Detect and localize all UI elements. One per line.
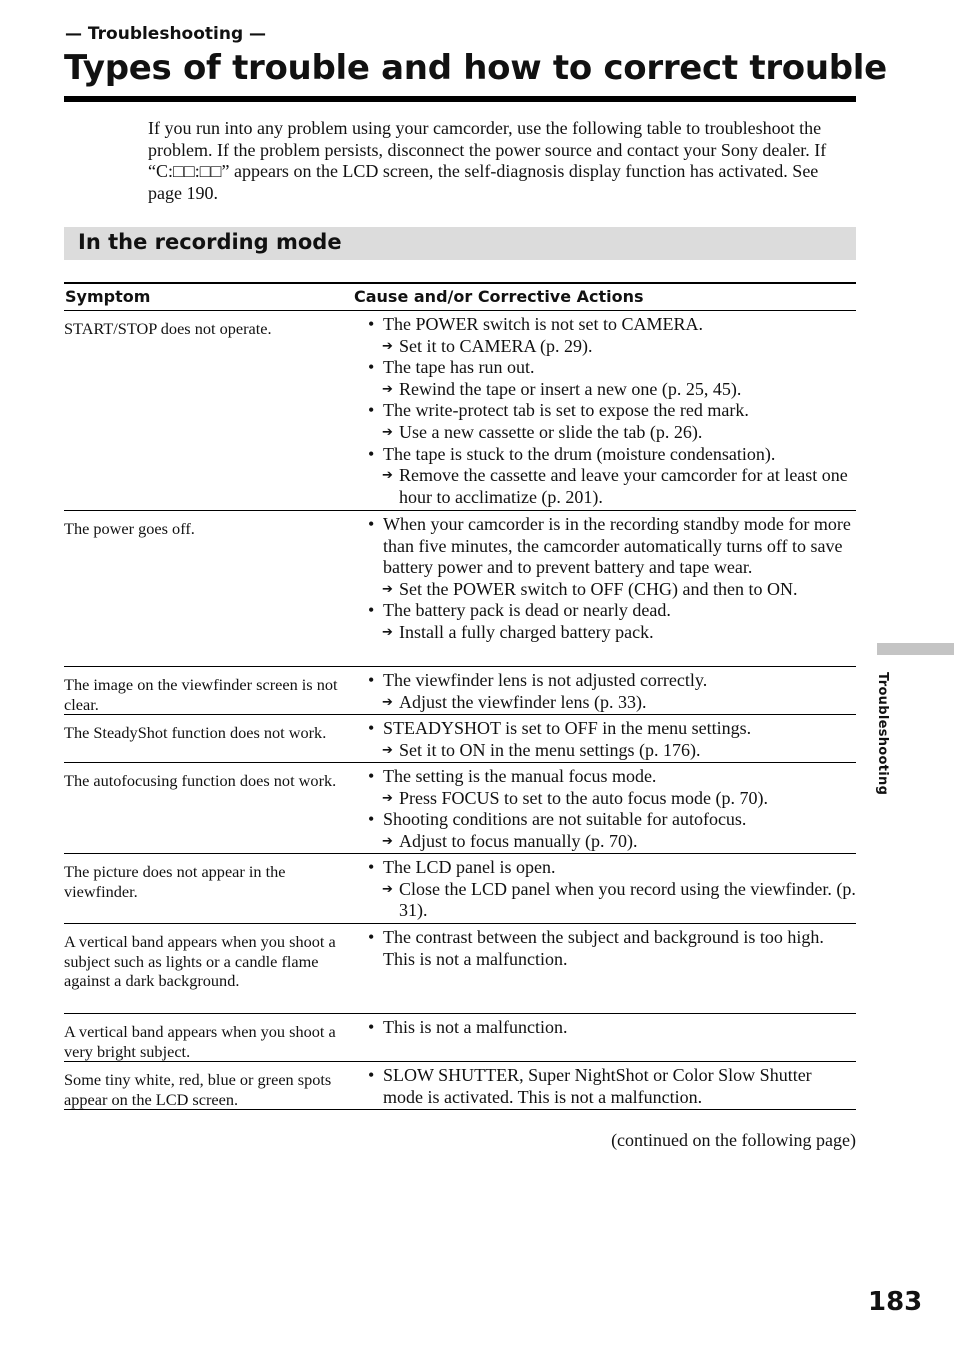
action-text: Use a new cassette or slide the tab (p. 26).	[399, 421, 703, 442]
cause-cell	[346, 924, 856, 1013]
cause-cell	[346, 763, 856, 853]
table-row	[64, 924, 856, 1014]
bullet-icon: •	[368, 514, 375, 534]
bullet-icon: •	[368, 809, 375, 830]
cause-column-header: Cause and/or Corrective Actions	[354, 287, 644, 306]
cause-text: The tape has run out.	[383, 357, 535, 378]
cause-text: The setting is the manual focus mode.	[383, 766, 657, 786]
cause-item	[346, 514, 856, 579]
arrow-icon: ➔	[382, 424, 393, 440]
symptom-cell: A vertical band appears when you shoot a very bright subject.	[64, 1022, 336, 1061]
cause-text: The contrast between the subject and background is too high. This is not a malfunction.	[383, 927, 824, 969]
cause-text: SLOW SHUTTER, Super NightShot or Color Slow Shutter mode is activated. This is not a malfunction.	[383, 1065, 812, 1107]
action-item	[346, 831, 856, 853]
cause-cell	[346, 854, 856, 923]
cause-text: The viewfinder lens is not adjusted correctly.	[383, 670, 708, 690]
action-text: Set it to CAMERA (p. 29).	[399, 335, 593, 356]
continued-note: (continued on the following page)	[611, 1130, 856, 1150]
arrow-icon: ➔	[382, 694, 393, 710]
cause-cell	[346, 1062, 856, 1109]
arrow-icon: ➔	[382, 742, 393, 758]
cause-text: When your camcorder is in the recording standby mode for more than five minutes, the camcorder automatically turns off to save battery power and to prevent battery and tape wear.	[383, 514, 851, 578]
table-row	[64, 1014, 856, 1062]
table-row	[64, 511, 856, 667]
cause-item	[346, 766, 856, 788]
cause-item	[346, 600, 856, 622]
bullet-icon: •	[368, 314, 375, 334]
bullet-icon: •	[368, 670, 375, 690]
action-text: Press FOCUS to set to the auto focus mode (p. 70).	[399, 787, 768, 808]
bullet-icon: •	[368, 600, 375, 621]
cause-text: Shooting conditions are not suitable for autofocus.	[383, 809, 747, 830]
action-item	[346, 788, 856, 810]
bullet-icon: •	[368, 1065, 375, 1085]
cause-cell	[346, 511, 856, 666]
action-text: Close the LCD panel when you record using the viewfinder. (p. 31).	[399, 878, 856, 921]
table-body	[64, 311, 856, 1110]
symptom-cell: The power goes off.	[64, 519, 195, 538]
bullet-icon: •	[368, 1017, 375, 1037]
arrow-icon: ➔	[382, 881, 393, 897]
cause-item	[346, 1065, 856, 1108]
bullet-icon: •	[368, 400, 375, 421]
action-text: Adjust the viewfinder lens (p. 33).	[399, 691, 647, 712]
arrow-icon: ➔	[382, 624, 393, 640]
bullet-icon: •	[368, 357, 375, 378]
symptom-cell: The SteadyShot function does not work.	[64, 723, 327, 742]
cause-item	[346, 1017, 856, 1039]
action-text: Rewind the tape or insert a new one (p. 25, 45).	[399, 378, 742, 399]
cause-text: This is not a malfunction.	[383, 1017, 568, 1037]
section-kicker: — Troubleshooting —	[65, 24, 267, 44]
arrow-icon: ➔	[382, 581, 393, 597]
mode-heading: In the recording mode	[78, 230, 342, 254]
cause-text: The LCD panel is open.	[383, 857, 556, 877]
intro-paragraph: If you run into any problem using your camcorder, use the following table to troubleshoot the problem. If the problem persists, disconnect the power source and contact your Sony dealer. If “C:□□:□□” appears on the LCD screen, the self-diagnosis display function has activated. See page 190.	[148, 118, 827, 203]
action-item	[346, 579, 856, 601]
bullet-icon: •	[368, 766, 375, 786]
bullet-icon: •	[368, 927, 375, 947]
action-text: Adjust to focus manually (p. 70).	[399, 830, 638, 851]
cause-item	[346, 670, 856, 692]
arrow-icon: ➔	[382, 381, 393, 397]
cause-cell	[346, 667, 856, 714]
arrow-icon: ➔	[382, 468, 393, 484]
action-item	[346, 465, 856, 508]
symptom-cell: Some tiny white, red, blue or green spots appear on the LCD screen.	[64, 1070, 332, 1109]
cause-text: STEADYSHOT is set to OFF in the menu settings.	[383, 718, 752, 738]
cause-text: The write-protect tab is set to expose the red mark.	[383, 400, 749, 421]
mode-heading-band	[64, 227, 856, 260]
action-item	[346, 692, 856, 714]
cause-item	[346, 357, 856, 379]
symptom-cell: A vertical band appears when you shoot a subject such as lights or a candle flame against a dark background.	[64, 932, 336, 990]
symptom-cell: The image on the viewfinder screen is not clear.	[64, 675, 338, 714]
table-row	[64, 715, 856, 763]
troubleshooting-table	[64, 282, 856, 1110]
symptom-cell: START/STOP does not operate.	[64, 319, 272, 338]
cause-item	[346, 857, 856, 879]
action-text: Set it to ON in the menu settings (p. 176).	[399, 739, 701, 760]
action-item	[346, 740, 856, 762]
action-item	[346, 879, 856, 922]
cause-item	[346, 444, 856, 466]
bullet-icon: •	[368, 443, 375, 464]
bullet-icon: •	[368, 718, 375, 738]
action-item	[346, 422, 856, 444]
arrow-icon: ➔	[382, 833, 393, 849]
cause-item	[346, 809, 856, 831]
action-item	[346, 336, 856, 358]
cause-item	[346, 314, 856, 336]
page-number: 183	[868, 1287, 923, 1317]
cause-item	[346, 927, 856, 970]
cause-item	[346, 718, 856, 740]
cause-text: The battery pack is dead or nearly dead.	[383, 600, 671, 621]
table-header	[64, 284, 856, 311]
symptom-cell: The picture does not appear in the viewfinder.	[64, 862, 286, 901]
symptom-cell: The autofocusing function does not work.	[64, 771, 337, 790]
action-text: Install a fully charged battery pack.	[399, 621, 654, 642]
page-title: Types of trouble and how to correct trouble	[64, 48, 887, 88]
cause-cell	[346, 715, 856, 762]
table-row	[64, 667, 856, 715]
cause-text: The tape is stuck to the drum (moisture condensation).	[383, 443, 776, 464]
title-rule	[64, 96, 856, 102]
cause-text: The POWER switch is not set to CAMERA.	[383, 314, 703, 334]
table-row	[64, 1062, 856, 1110]
action-text: Set the POWER switch to OFF (CHG) and then to ON.	[399, 578, 798, 599]
arrow-icon: ➔	[382, 790, 393, 806]
table-row	[64, 763, 856, 854]
action-item	[346, 622, 856, 644]
arrow-icon: ➔	[382, 338, 393, 354]
side-tab-marker	[877, 643, 954, 655]
symptom-column-header: Symptom	[65, 287, 151, 306]
side-tab-label: Troubleshooting	[875, 672, 890, 796]
table-row	[64, 311, 856, 511]
cause-cell	[346, 1014, 856, 1061]
action-text: Remove the cassette and leave your camcorder for at least one hour to acclimatize (p. 201).	[399, 465, 848, 507]
cause-cell	[346, 311, 856, 510]
table-row	[64, 854, 856, 924]
cause-item	[346, 400, 856, 422]
bullet-icon: •	[368, 857, 375, 877]
action-item	[346, 379, 856, 401]
